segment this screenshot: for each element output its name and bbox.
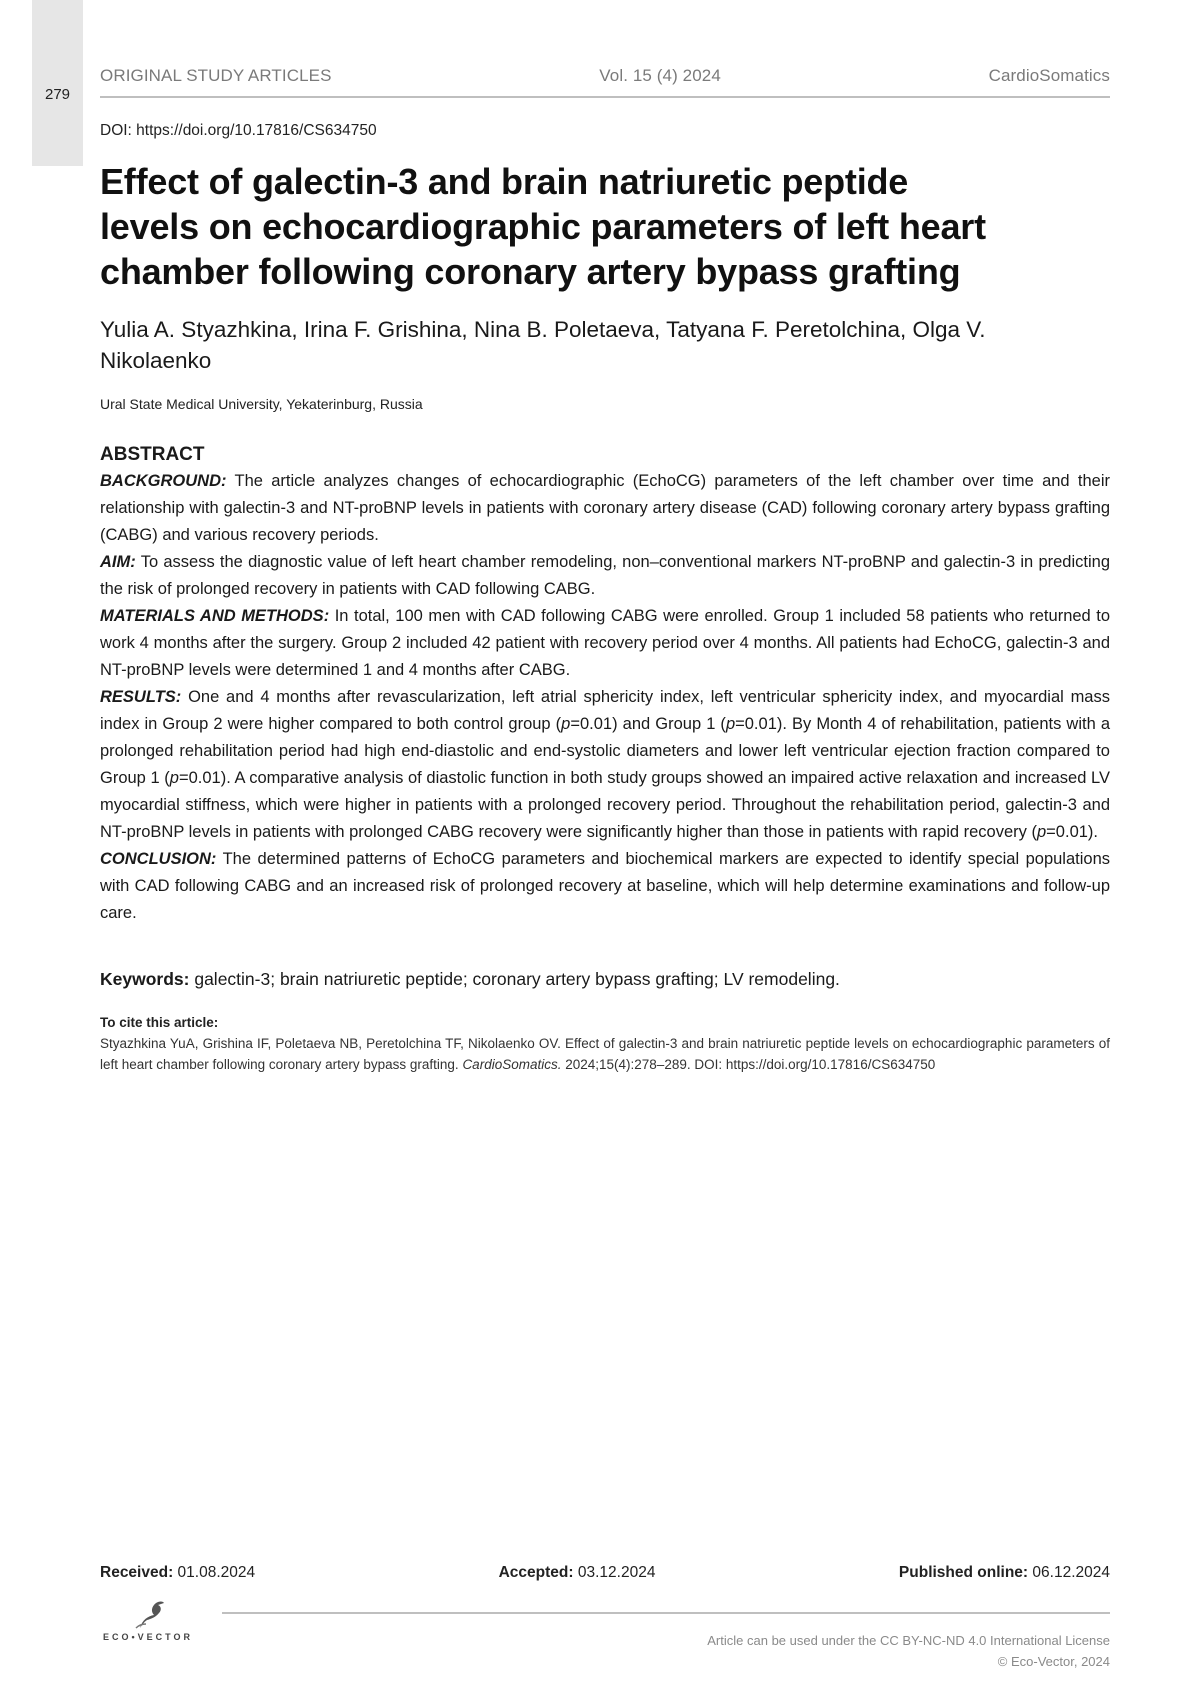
- received-value: 01.08.2024: [178, 1564, 256, 1581]
- author-list: Yulia A. Styazhkina, Irina F. Grishina, Nina B. Poletaeva, Tatyana F. Peretolchina, Olga V. Nikolaenko: [100, 314, 1000, 376]
- header-divider: [100, 96, 1110, 98]
- abstract-aim: [100, 549, 1110, 603]
- bird-icon: [96, 1594, 200, 1632]
- results-text-4: =0.01). A comparative analysis of diastolic function in both study groups showed an impaired active relaxation and increased LV myocardial stiffness, which were higher in patients with a prolonged recovery period. Throughout the rehabilitation period, galectin-3 and NT-proBNP levels in patients with prolonged CABG recovery were significantly higher than those in patients with rapid recovery (: [100, 769, 1110, 841]
- keywords: [100, 966, 1110, 992]
- aim-text: To assess the diagnostic value of left heart chamber remodeling, non–conventional markers NT-proBNP and galectin-3 in predicting the risk of prolonged recovery in patients with CAD following CABG.: [100, 553, 1110, 598]
- methods-text: In total, 100 men with CAD following CABG were enrolled. Group 1 included 58 patients who returned to work 4 months after the surgery. Group 2 included 42 patient with recovery period over 4 months. All patients had EchoCG, galectin-3 and NT-proBNP levels were determined 1 and 4 months after CABG.: [100, 607, 1110, 679]
- accepted-date: [499, 1564, 656, 1582]
- citation-block: [100, 1012, 1110, 1075]
- accepted-label: Accepted:: [499, 1564, 574, 1581]
- background-text: The article analyzes changes of echocardiographic (EchoCG) parameters of the left chamber over time and their relationship with galectin-3 and NT-proBNP levels in patients with coronary artery disease (CAD) following coronary artery bypass grafting (CABG) and various recovery periods.: [100, 472, 1110, 544]
- accepted-value: 03.12.2024: [578, 1564, 656, 1581]
- header-section: ORIGINAL STUDY ARTICLES: [100, 66, 332, 86]
- abstract-conclusion: [100, 846, 1110, 927]
- results-text-5: =0.01).: [1046, 823, 1098, 841]
- abstract-methods: [100, 603, 1110, 684]
- methods-label: MATERIALS AND METHODS:: [100, 607, 329, 625]
- background-label: BACKGROUND:: [100, 472, 227, 490]
- page-tab: [32, 0, 83, 166]
- article-dates: [100, 1564, 1110, 1582]
- copyright-line: © Eco-Vector, 2024: [707, 1651, 1110, 1672]
- results-label: RESULTS:: [100, 688, 181, 706]
- citation-heading: To cite this article:: [100, 1012, 1110, 1033]
- keywords-label: Keywords:: [100, 969, 189, 989]
- p-value-symbol: p: [170, 769, 179, 787]
- running-header: [100, 66, 1110, 86]
- license-line: Article can be used under the CC BY-NC-ND 4.0 International License: [707, 1630, 1110, 1651]
- published-value: 06.12.2024: [1032, 1564, 1110, 1581]
- abstract: [100, 441, 1110, 927]
- published-date: [899, 1564, 1110, 1582]
- header-volume: Vol. 15 (4) 2024: [599, 66, 721, 86]
- citation-text: Styazhkina YuA, Grishina IF, Poletaeva NB, Peretolchina TF, Nikolaenko OV. Effect of galectin-3 and brain natriuretic peptide levels on echocardiographic parameters of left heart chamber following coronary artery bypass grafting.: [100, 1036, 1110, 1072]
- citation-text-end: 2024;15(4):278–289. DOI: https://doi.org/10.17816/CS634750: [561, 1057, 935, 1072]
- conclusion-text: The determined patterns of EchoCG parameters and biochemical markers are expected to identify special populations with CAD following CABG and an increased risk of prolonged recovery at baseline, which will help determine examinations and follow-up care.: [100, 850, 1110, 922]
- published-label: Published online:: [899, 1564, 1028, 1581]
- conclusion-label: CONCLUSION:: [100, 850, 216, 868]
- results-text-3: =0.01). By Month 4 of rehabilitation, patients with a prolonged rehabilitation period had high end-diastolic and end-systolic diameters and lower left ventricular ejection fraction compared to Group 1 (: [100, 715, 1110, 787]
- results-text-1: One and 4 months after revascularization, left atrial sphericity index, left ventricular sphericity index, and myocardial mass index in Group 2 were higher compared to both control group (: [100, 688, 1110, 733]
- logo-text: ECO•VECTOR: [96, 1632, 200, 1642]
- footer-divider: [222, 1612, 1110, 1614]
- p-value-symbol: p: [1037, 823, 1046, 841]
- page-number: 279: [45, 86, 70, 103]
- received-date: [100, 1564, 255, 1582]
- p-value-symbol: p: [561, 715, 570, 733]
- article-title: Effect of galectin-3 and brain natriuretic peptide levels on echocardiographic parameters of left heart chamber following coronary artery bypass grafting: [100, 159, 1000, 294]
- abstract-background: [100, 468, 1110, 549]
- p-value-symbol: p: [726, 715, 735, 733]
- abstract-results: [100, 684, 1110, 846]
- aim-label: AIM:: [100, 553, 136, 571]
- citation-journal: CardioSomatics.: [462, 1057, 561, 1072]
- received-label: Received:: [100, 1564, 173, 1581]
- abstract-heading: ABSTRACT: [100, 441, 1110, 468]
- header-journal: CardioSomatics: [989, 66, 1110, 86]
- keywords-text: galectin-3; brain natriuretic peptide; coronary artery bypass grafting; LV remodeling.: [194, 969, 840, 989]
- eco-vector-logo: [96, 1594, 200, 1654]
- doi-link[interactable]: DOI: https://doi.org/10.17816/CS634750: [100, 122, 377, 140]
- results-text-2: =0.01) and Group 1 (: [570, 715, 726, 733]
- license-notice: [707, 1630, 1110, 1672]
- affiliation: Ural State Medical University, Yekaterinburg, Russia: [100, 396, 423, 412]
